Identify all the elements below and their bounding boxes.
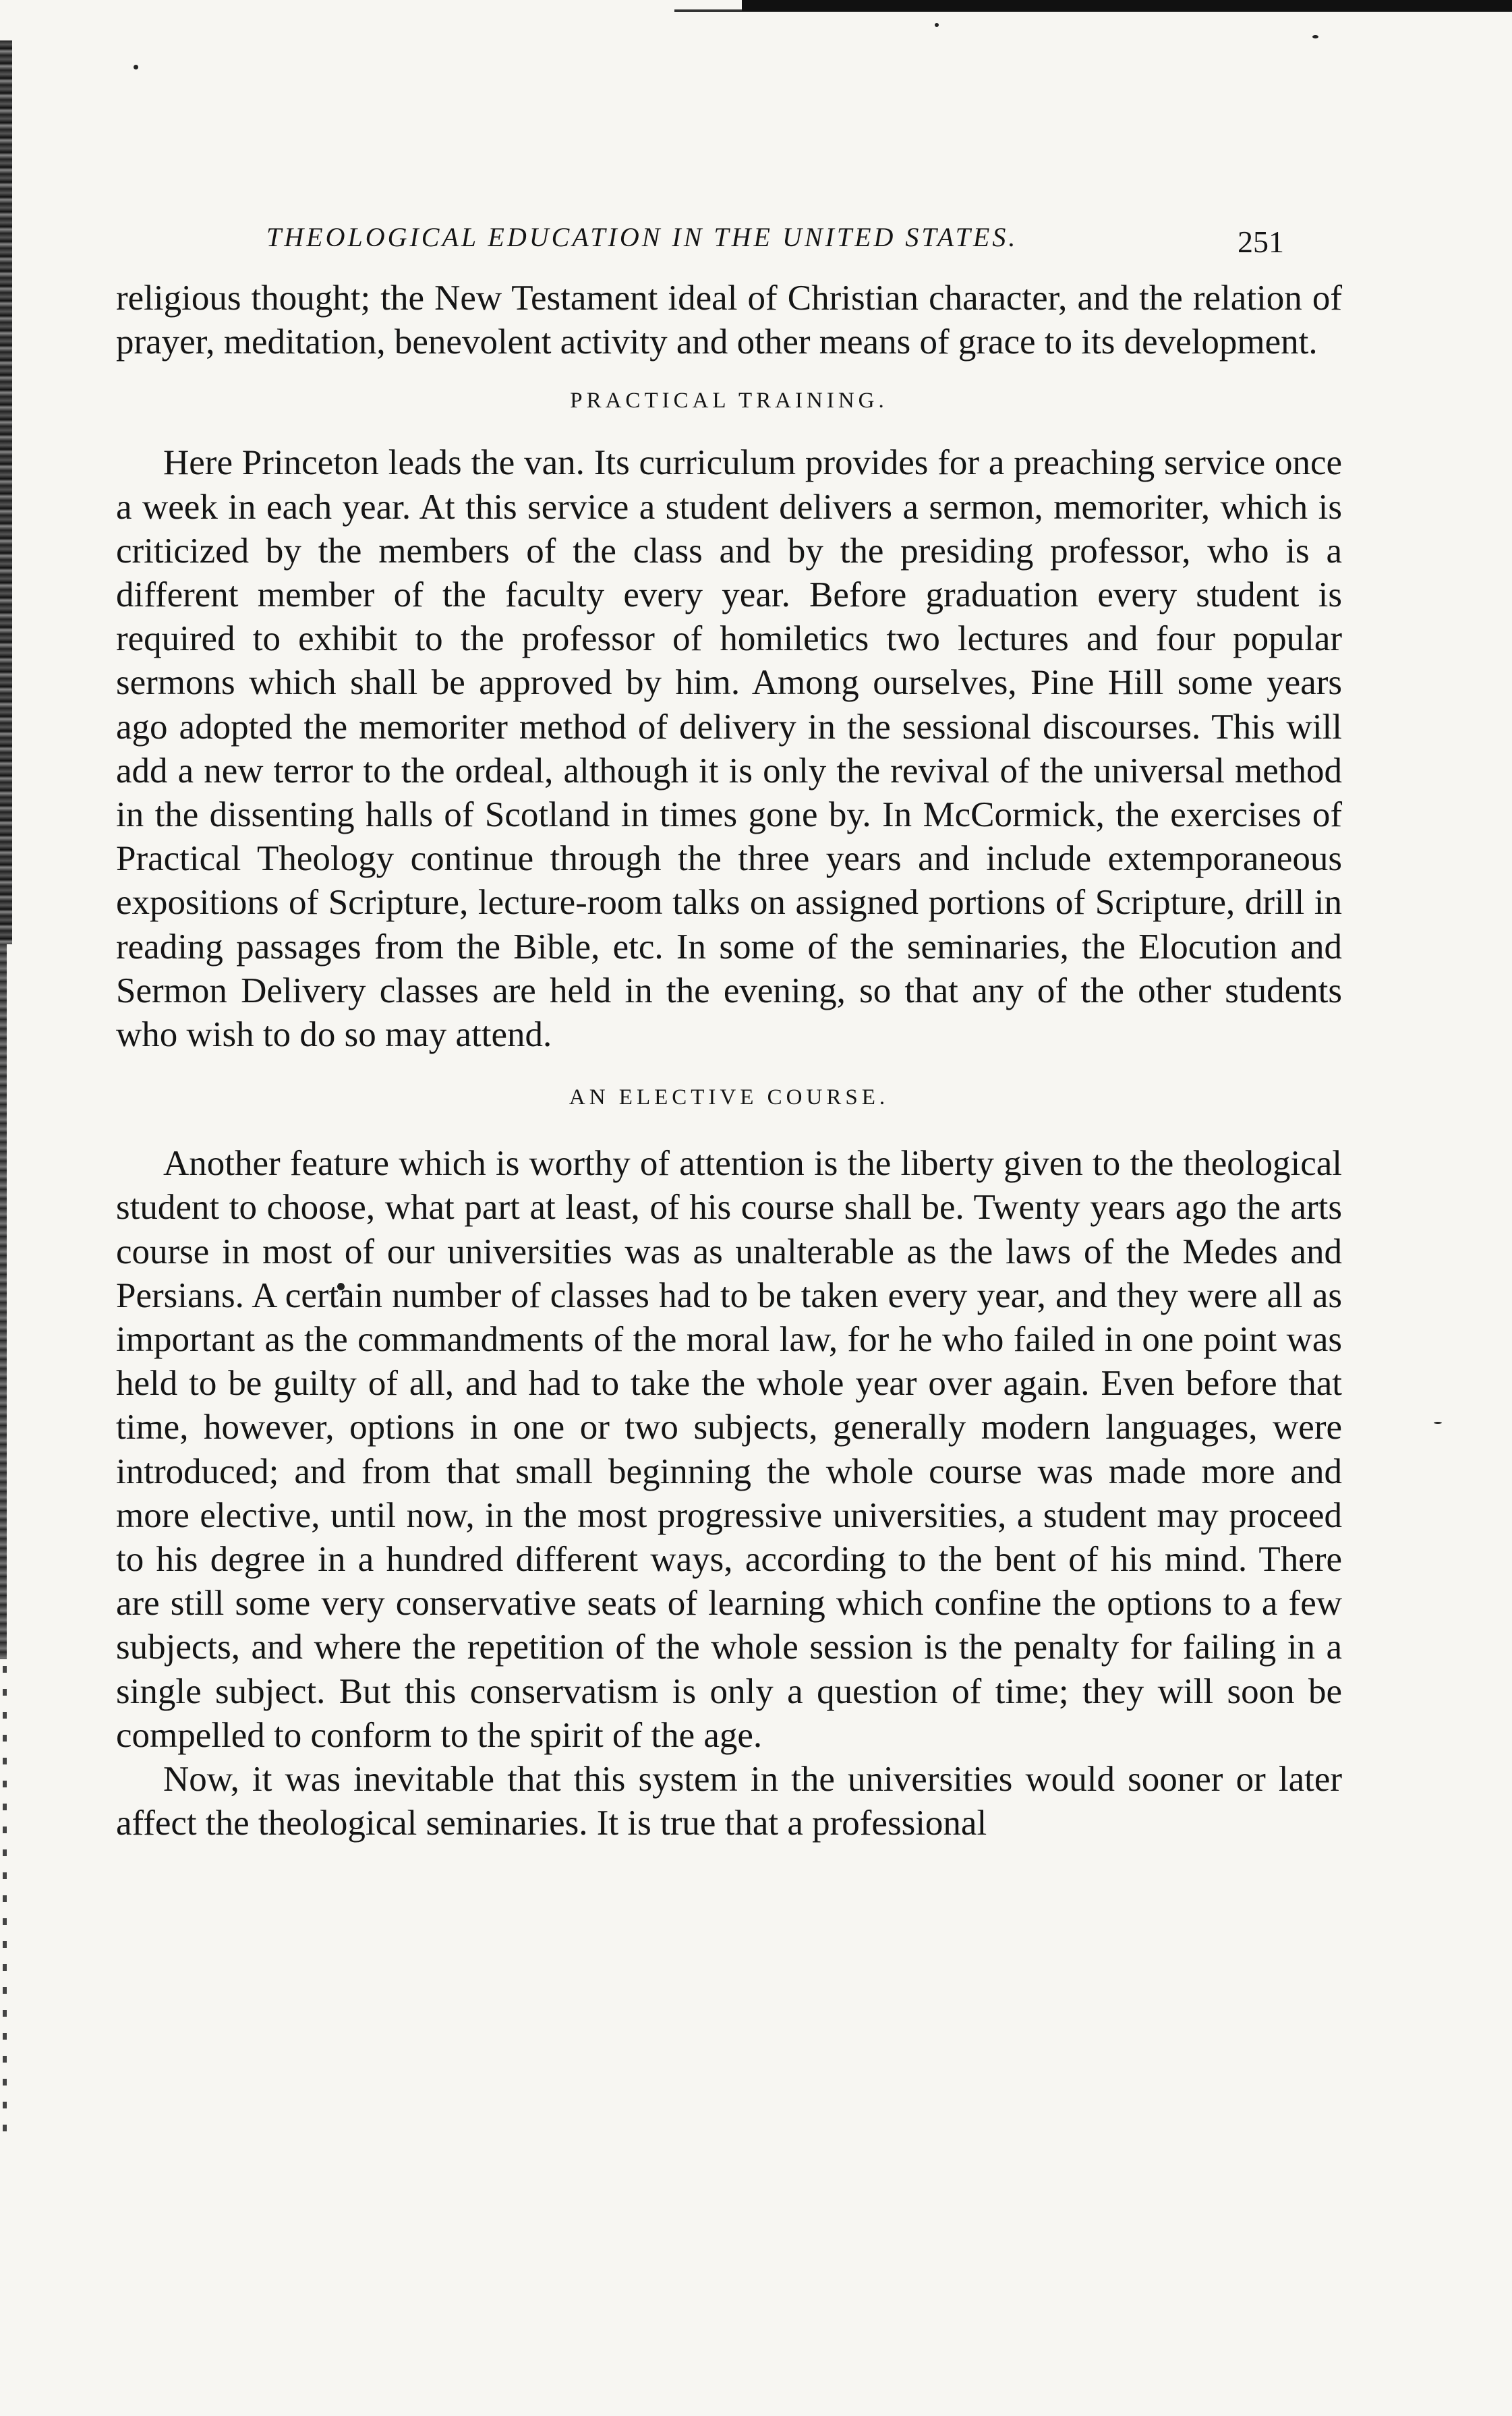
paragraph-practical-training: Here Princeton leads the van. Its curriculum provides for a preaching service once a week in each year. At this service a student delivers a sermon, memoriter, which is criticized by the members of the class and by the presiding professor, who is a different member of the faculty every year. Before graduation every student is required to exhibit to the professor of homiletics two lectures and four popular sermons which shall be approved by him. Among ourselves, Pine Hill some years ago adopted the memoriter method of delivery in the sessional discourses. This will add a new terror to the ordeal, although it is only the revival of the universal method in the dissenting halls of Scotland in times gone by. In McCormick, the exercises of Practical Theology continue through the three years and include extemporaneous expositions of Scripture, lecture-room talks on assigned portions of Scripture, drill in reading passages from the Bible, etc. In some of the seminaries, the Elocution and Sermon Delivery classes are held in the evening, so that any of the other students who wish to do so may attend. — [116, 443, 1342, 1055]
binding-edge-shadow-lower — [0, 944, 7, 1659]
scan-speck — [935, 23, 939, 27]
scan-speck — [134, 65, 138, 69]
running-title: THEOLOGICAL EDUCATION IN THE UNITED STATES. — [266, 222, 1018, 252]
scan-speck — [1434, 1422, 1442, 1424]
section-heading-elective-course: AN ELECTIVE COURSE. — [569, 1085, 890, 1110]
running-head — [266, 214, 1284, 262]
binding-edge-shadow — [0, 40, 12, 944]
body-text — [116, 277, 1342, 1846]
section-heading-practical-training: PRACTICAL TRAINING. — [570, 389, 888, 413]
binding-edge-marks — [3, 1666, 7, 2138]
page-number: 251 — [1238, 225, 1284, 259]
paragraph-elective-course: Another feature which is worthy of attention is the liberty given to the theological student to choose, what part at least, of his course shall be. Twenty years ago the arts course in most of our universities was as unalterable as the laws of the Medes and Persians. A certain number of classes had to be taken every year, and they were all as important as the commandments of the moral law, for he who failed in one point was held to be guilty of all, and had to take the whole year over again. Even before that time, however, options in one or two subjects, generally modern languages, were introduced; and from that small beginning the whole course was made more and more elective, until now, in the most progressive universities, a student may proceed to his degree in a hundred different ways, according to the bent of his mind. There are still some very conservative seats of learning which confine the options to a few subjects, and where the repetition of the whole session is the penalty for failing in a single subject. But this conservatism is only a question of time; they will soon be compelled to conform to the spirit of the age. — [116, 1144, 1342, 1755]
top-scan-rule — [742, 0, 1512, 11]
paragraph-continuation: religious thought; the New Testament ideal of Christian character, and the relation of prayer, meditation, benevolent activity and other means of grace to its development. — [116, 279, 1342, 362]
paragraph-seminaries: Now, it was inevitable that this system in the universities would sooner or later affect the theological seminaries. It is true that a professional — [116, 1760, 1342, 1843]
scan-speck — [1312, 35, 1318, 38]
